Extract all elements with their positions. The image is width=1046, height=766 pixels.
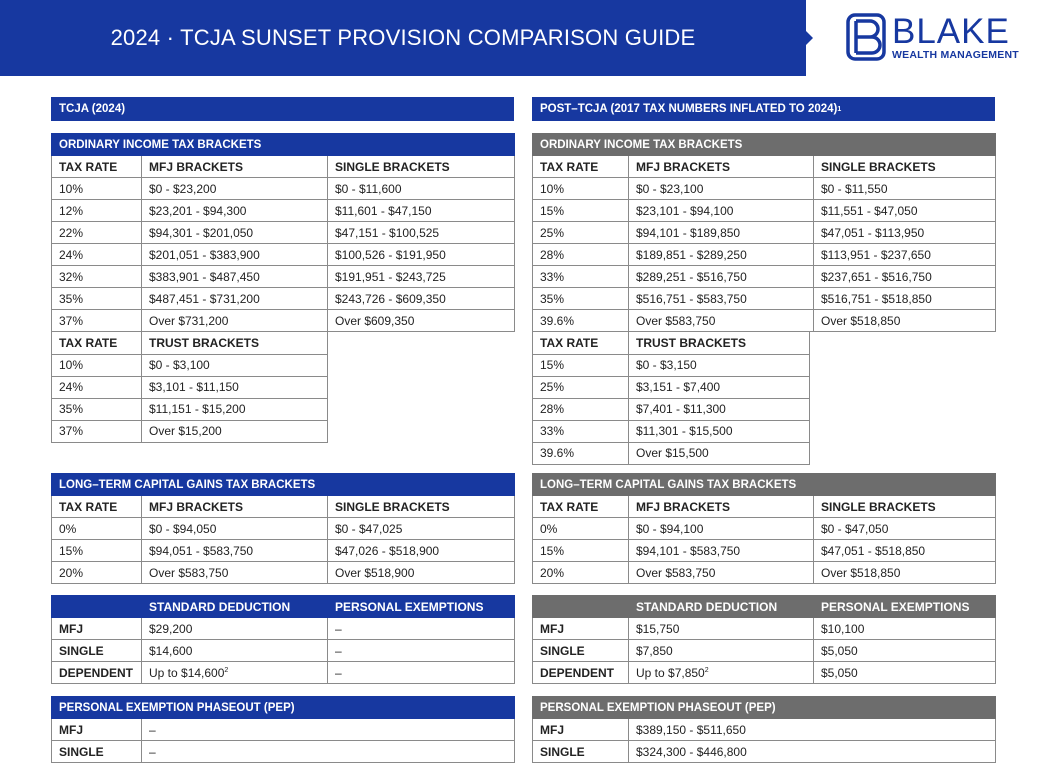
table-row (52, 496, 515, 518)
table-row (52, 354, 328, 376)
table-row (52, 741, 515, 763)
table-row (533, 398, 810, 420)
table-cell: $47,026 - $518,900 (328, 540, 515, 562)
table-cell: $383,901 - $487,450 (142, 266, 328, 288)
pep-table (51, 696, 515, 763)
table-cell: $5,050 (814, 640, 996, 662)
table-row (52, 266, 515, 288)
section-title: LONG–TERM CAPITAL GAINS TAX BRACKETS (52, 474, 515, 496)
table-cell: $94,301 - $201,050 (142, 222, 328, 244)
table-cell: $14,600 (142, 640, 328, 662)
table-cell: 35% (533, 288, 629, 310)
table-cell: $113,951 - $237,650 (814, 244, 996, 266)
table-cell: MFJ (533, 618, 629, 640)
page-title: 2024 · TCJA SUNSET PROVISION COMPARISON GUIDE (110, 25, 696, 50)
table-cell: $516,751 - $583,750 (629, 288, 814, 310)
table-cell: 35% (52, 288, 142, 310)
table-row (533, 288, 996, 310)
table-row (533, 540, 996, 562)
table-cell: $191,951 - $243,725 (328, 266, 515, 288)
table-cell: MFJ (52, 719, 142, 741)
table-cell: 0% (52, 518, 142, 540)
table-row (533, 596, 996, 618)
table-cell: Over $583,750 (142, 562, 328, 584)
table-row (52, 640, 515, 662)
table-row (533, 354, 810, 376)
table-row (533, 420, 810, 442)
table-cell: $0 - $3,100 (142, 354, 328, 376)
tcja-column (51, 97, 514, 759)
section-title: PERSONAL EXEMPTION PHASEOUT (PEP) (52, 697, 515, 719)
table-cell: 32% (52, 266, 142, 288)
table-cell: 10% (52, 354, 142, 376)
text: Up to $7,850 (636, 665, 705, 680)
table-cell: $29,200 (142, 618, 328, 640)
table-row (52, 662, 515, 684)
table-cell: Over $518,850 (814, 310, 996, 332)
table-cell: 37% (52, 420, 142, 442)
col-header: SINGLE BRACKETS (328, 156, 515, 178)
table-row (52, 288, 515, 310)
table-row (533, 178, 996, 200)
table-row (52, 420, 328, 442)
table-cell: $0 - $11,550 (814, 178, 996, 200)
col-header: STANDARD DEDUCTION (629, 596, 814, 618)
table-row (533, 662, 996, 684)
table-cell: SINGLE (52, 741, 142, 763)
table-cell: $289,251 - $516,750 (629, 266, 814, 288)
table-cell: 20% (533, 562, 629, 584)
table-cell: $0 - $47,050 (814, 518, 996, 540)
table-cell: – (142, 719, 515, 741)
table-cell: 0% (533, 518, 629, 540)
table-cell: 39.6% (533, 442, 629, 464)
table-cell: $11,301 - $15,500 (629, 420, 810, 442)
footnote-marker: 2 (224, 666, 229, 674)
table-row (533, 640, 996, 662)
text: POST–TCJA (2017 TAX NUMBERS INFLATED TO 2024) (540, 103, 838, 115)
table-row (533, 697, 996, 719)
table-row (533, 244, 996, 266)
table-cell: 15% (533, 540, 629, 562)
table-row (533, 134, 996, 156)
table-row (533, 156, 996, 178)
column-heading (51, 97, 514, 121)
table-row (533, 496, 996, 518)
table-cell: SINGLE (533, 741, 629, 763)
table-cell: $7,850 (629, 640, 814, 662)
table-row (52, 310, 515, 332)
table-cell: $5,050 (814, 662, 996, 684)
table-row (52, 474, 515, 496)
table-cell: $237,651 - $516,750 (814, 266, 996, 288)
table-cell: $11,601 - $47,150 (328, 200, 515, 222)
section-title: PERSONAL EXEMPTION PHASEOUT (PEP) (533, 697, 996, 719)
table-cell: $3,151 - $7,400 (629, 376, 810, 398)
deduction-table (51, 595, 515, 684)
column-heading (532, 97, 995, 121)
table-row (52, 596, 515, 618)
table-cell: DEPENDENT (533, 662, 629, 684)
table-cell: $10,100 (814, 618, 996, 640)
table-cell (629, 662, 814, 684)
table-cell: Over $609,350 (328, 310, 515, 332)
col-header: TAX RATE (533, 156, 629, 178)
col-header (533, 596, 629, 618)
deduction-table (532, 595, 996, 684)
table-row (533, 222, 996, 244)
table-cell: $47,051 - $518,850 (814, 540, 996, 562)
pep-table (532, 696, 996, 763)
section-title: LONG–TERM CAPITAL GAINS TAX BRACKETS (533, 474, 996, 496)
table-cell: $0 - $94,050 (142, 518, 328, 540)
ltcg-table (51, 473, 515, 584)
table-cell: SINGLE (52, 640, 142, 662)
table-row (52, 719, 515, 741)
col-header: STANDARD DEDUCTION (142, 596, 328, 618)
table-cell: Over $518,900 (328, 562, 515, 584)
trust-brackets-table (51, 332, 328, 443)
table-cell: $0 - $3,150 (629, 354, 810, 376)
ordinary-income-table (532, 133, 996, 332)
table-cell: $15,750 (629, 618, 814, 640)
logo-name: BLAKE (892, 11, 1010, 51)
table-row (533, 266, 996, 288)
table-row (533, 332, 810, 354)
table-cell: $23,201 - $94,300 (142, 200, 328, 222)
col-header: TAX RATE (533, 496, 629, 518)
table-cell: $389,150 - $511,650 (629, 719, 996, 741)
table-cell: $94,051 - $583,750 (142, 540, 328, 562)
table-row (533, 618, 996, 640)
table-cell: $23,101 - $94,100 (629, 200, 814, 222)
table-cell: 22% (52, 222, 142, 244)
table-row (52, 376, 328, 398)
col-header (52, 596, 142, 618)
footnote-marker: 1 (837, 105, 842, 113)
text: Up to $14,600 (149, 665, 225, 680)
col-header: MFJ BRACKETS (629, 156, 814, 178)
table-cell: 24% (52, 376, 142, 398)
post-tcja-column (532, 97, 995, 759)
table-cell: Over $518,850 (814, 562, 996, 584)
table-row (533, 442, 810, 464)
table-row (533, 474, 996, 496)
col-header: PERSONAL EXEMPTIONS (814, 596, 996, 618)
table-cell: Over $583,750 (629, 562, 814, 584)
table-cell: Over $583,750 (629, 310, 814, 332)
table-cell: $11,551 - $47,050 (814, 200, 996, 222)
table-cell: $94,101 - $583,750 (629, 540, 814, 562)
table-row (52, 244, 515, 266)
table-cell: $3,101 - $11,150 (142, 376, 328, 398)
table-cell: $0 - $94,100 (629, 518, 814, 540)
col-header: TAX RATE (52, 332, 142, 354)
table-row (533, 376, 810, 398)
table-cell: $0 - $11,600 (328, 178, 515, 200)
table-cell: $516,751 - $518,850 (814, 288, 996, 310)
table-cell: SINGLE (533, 640, 629, 662)
table-cell: 33% (533, 266, 629, 288)
col-header: TRUST BRACKETS (629, 332, 810, 354)
col-header: TAX RATE (533, 332, 629, 354)
col-header: MFJ BRACKETS (629, 496, 814, 518)
table-row (52, 398, 328, 420)
table-cell: 35% (52, 398, 142, 420)
ltcg-table (532, 473, 996, 584)
col-header: TAX RATE (52, 156, 142, 178)
table-row (52, 134, 515, 156)
table-cell: – (142, 741, 515, 763)
table-cell: 10% (52, 178, 142, 200)
table-cell: $189,851 - $289,250 (629, 244, 814, 266)
table-cell: $243,726 - $609,350 (328, 288, 515, 310)
table-cell: Over $15,200 (142, 420, 328, 442)
col-header: SINGLE BRACKETS (328, 496, 515, 518)
table-cell: 28% (533, 244, 629, 266)
table-row (533, 562, 996, 584)
table-cell: 15% (533, 354, 629, 376)
logo-subtitle: WEALTH MANAGEMENT (892, 48, 1019, 61)
table-cell: 25% (533, 222, 629, 244)
table-cell: $0 - $23,100 (629, 178, 814, 200)
table-cell: 10% (533, 178, 629, 200)
table-cell: DEPENDENT (52, 662, 142, 684)
table-cell: – (328, 618, 515, 640)
table-row (52, 222, 515, 244)
table-cell: $324,300 - $446,800 (629, 741, 996, 763)
section-title: ORDINARY INCOME TAX BRACKETS (533, 134, 996, 156)
table-row (533, 200, 996, 222)
table-row (52, 562, 515, 584)
table-row (52, 332, 328, 354)
table-cell: 24% (52, 244, 142, 266)
col-header: TRUST BRACKETS (142, 332, 328, 354)
table-cell: $0 - $23,200 (142, 178, 328, 200)
table-cell: 28% (533, 398, 629, 420)
col-header: PERSONAL EXEMPTIONS (328, 596, 515, 618)
table-cell: 12% (52, 200, 142, 222)
table-row (533, 741, 996, 763)
table-row (52, 200, 515, 222)
table-cell: $11,151 - $15,200 (142, 398, 328, 420)
table-cell: $487,451 - $731,200 (142, 288, 328, 310)
table-cell: 33% (533, 420, 629, 442)
table-row (52, 518, 515, 540)
table-cell: $0 - $47,025 (328, 518, 515, 540)
table-cell: 20% (52, 562, 142, 584)
table-cell: MFJ (52, 618, 142, 640)
table-row (52, 156, 515, 178)
table-row (52, 540, 515, 562)
table-cell: Over $731,200 (142, 310, 328, 332)
table-row (52, 697, 515, 719)
table-cell: $47,151 - $100,525 (328, 222, 515, 244)
col-header: TAX RATE (52, 496, 142, 518)
table-row (533, 518, 996, 540)
table-cell: $94,101 - $189,850 (629, 222, 814, 244)
col-header: SINGLE BRACKETS (814, 496, 996, 518)
table-cell: $201,051 - $383,900 (142, 244, 328, 266)
table-cell: $7,401 - $11,300 (629, 398, 810, 420)
table-cell: 39.6% (533, 310, 629, 332)
table-cell: MFJ (533, 719, 629, 741)
table-cell: $100,526 - $191,950 (328, 244, 515, 266)
text: TCJA (2024) (59, 103, 126, 115)
table-cell: – (328, 662, 515, 684)
col-header: SINGLE BRACKETS (814, 156, 996, 178)
company-logo (846, 10, 1026, 64)
table-row (533, 719, 996, 741)
ordinary-income-table (51, 133, 515, 332)
table-cell: 15% (533, 200, 629, 222)
title-banner (0, 0, 806, 76)
col-header: MFJ BRACKETS (142, 156, 328, 178)
trust-brackets-table (532, 332, 810, 465)
section-title: ORDINARY INCOME TAX BRACKETS (52, 134, 515, 156)
table-cell: 37% (52, 310, 142, 332)
table-row (52, 618, 515, 640)
banner-arrow (806, 31, 813, 45)
table-cell: 15% (52, 540, 142, 562)
footnote-marker: 2 (704, 666, 709, 674)
table-row (52, 178, 515, 200)
table-cell (142, 662, 328, 684)
table-cell: Over $15,500 (629, 442, 810, 464)
logo-b-icon (846, 13, 886, 61)
table-row (533, 310, 996, 332)
table-cell: $47,051 - $113,950 (814, 222, 996, 244)
table-cell: 25% (533, 376, 629, 398)
col-header: MFJ BRACKETS (142, 496, 328, 518)
table-cell: – (328, 640, 515, 662)
